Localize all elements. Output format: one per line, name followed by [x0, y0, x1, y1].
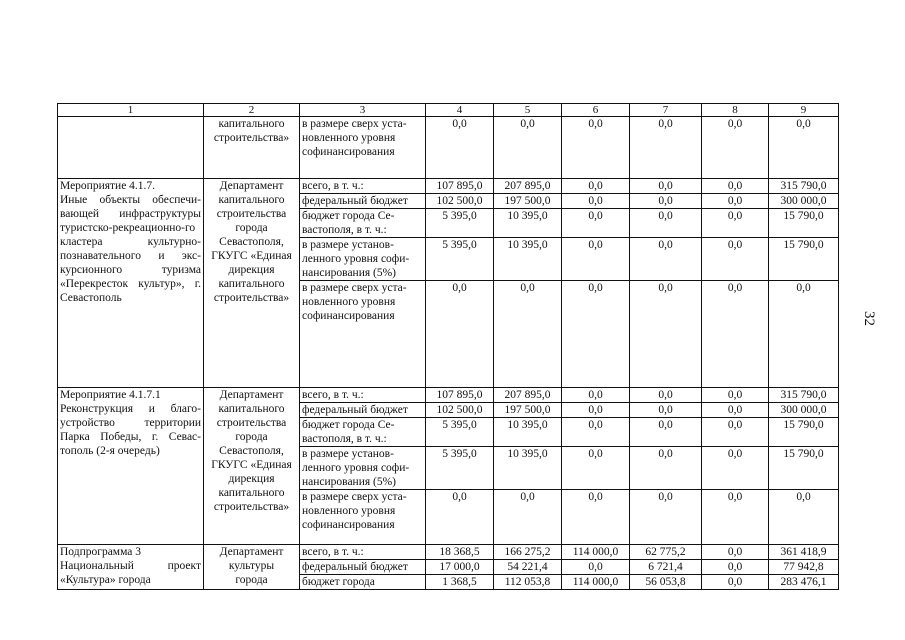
value-cell: 0,0 — [562, 179, 630, 194]
funding-source-cell: всего, в т. ч.: — [300, 388, 426, 403]
measure-name: Мероприятие 4.1.7. Иные объекты обеспечи-вающей инфраструктуры туристско-рекреационно-го кластера культурно-познавательного и экс-курсионного туризма «Перекресток культур», г. Севастополь — [60, 180, 201, 304]
value-cell: 0,0 — [702, 194, 769, 209]
value-cell: 5 395,0 — [426, 447, 494, 490]
executor-name: Департамент капитального строительства города Севастополя, ГКУГС «Единая дирекция капитального строительства» — [211, 389, 292, 513]
funding-source-cell: в размере сверх уста-новленного уровня софинансирования — [300, 490, 426, 545]
budget-table — [57, 103, 839, 590]
funding-source-cell: всего, в т. ч.: — [300, 545, 426, 560]
value-cell: 17 000,0 — [426, 560, 494, 575]
value-cell: 0,0 — [702, 575, 769, 590]
value-cell: 315 790,0 — [769, 388, 839, 403]
value-cell: 77 942,8 — [769, 560, 839, 575]
funding-source-cell: в размере сверх уста-новленного уровня софинансирования — [300, 117, 426, 179]
executor-cell — [204, 388, 300, 545]
measure-name-cell — [58, 388, 204, 545]
value-cell: 15 790,0 — [769, 209, 839, 238]
value-cell: 15 790,0 — [769, 447, 839, 490]
value-cell: 0,0 — [630, 490, 702, 545]
value-cell: 0,0 — [769, 281, 839, 388]
funding-source-cell: федеральный бюджет — [300, 403, 426, 418]
executor-cell — [204, 117, 300, 179]
value-cell: 0,0 — [702, 403, 769, 418]
executor-name: Департамент культуры города — [219, 546, 284, 586]
value-cell: 0,0 — [630, 117, 702, 179]
value-cell: 0,0 — [426, 281, 494, 388]
value-cell: 197 500,0 — [494, 194, 562, 209]
executor-name: капитального строительства» — [213, 118, 290, 144]
value-cell: 112 053,8 — [494, 575, 562, 590]
value-cell: 197 500,0 — [494, 403, 562, 418]
header-cell: 9 — [769, 104, 839, 117]
value-cell: 0,0 — [426, 117, 494, 179]
value-cell: 0,0 — [562, 447, 630, 490]
value-cell: 0,0 — [630, 179, 702, 194]
value-cell: 0,0 — [630, 281, 702, 388]
value-cell: 0,0 — [702, 418, 769, 447]
value-cell: 0,0 — [702, 281, 769, 388]
header-cell: 7 — [630, 104, 702, 117]
value-cell: 0,0 — [562, 209, 630, 238]
funding-source-cell: федеральный бюджет — [300, 560, 426, 575]
executor-cell — [204, 545, 300, 590]
page-number: 32 — [861, 311, 877, 326]
value-cell: 102 500,0 — [426, 194, 494, 209]
funding-source-cell: федеральный бюджет — [300, 194, 426, 209]
value-cell: 10 395,0 — [494, 418, 562, 447]
value-cell: 283 476,1 — [769, 575, 839, 590]
value-cell: 102 500,0 — [426, 403, 494, 418]
table-row — [58, 179, 839, 194]
value-cell: 0,0 — [702, 179, 769, 194]
value-cell: 0,0 — [702, 447, 769, 490]
funding-source-cell: бюджет города Се-вастополя, в т. ч.: — [300, 418, 426, 447]
value-cell: 0,0 — [562, 403, 630, 418]
value-cell: 5 395,0 — [426, 238, 494, 281]
value-cell: 114 000,0 — [562, 545, 630, 560]
value-cell: 10 395,0 — [494, 238, 562, 281]
value-cell: 15 790,0 — [769, 418, 839, 447]
value-cell: 0,0 — [562, 117, 630, 179]
header-cell: 4 — [426, 104, 494, 117]
value-cell: 207 895,0 — [494, 179, 562, 194]
value-cell: 300 000,0 — [769, 403, 839, 418]
value-cell: 0,0 — [494, 281, 562, 388]
value-cell: 18 368,5 — [426, 545, 494, 560]
value-cell: 56 053,8 — [630, 575, 702, 590]
value-cell: 300 000,0 — [769, 194, 839, 209]
value-cell: 0,0 — [562, 194, 630, 209]
value-cell: 0,0 — [702, 560, 769, 575]
value-cell: 10 395,0 — [494, 209, 562, 238]
value-cell: 0,0 — [702, 490, 769, 545]
measure-name: Мероприятие 4.1.7.1 Реконструкция и благо-устройство территории Парка Победы, г. Севас-тополь (2-я очередь) — [60, 389, 201, 457]
funding-source-cell: бюджет города — [300, 575, 426, 590]
value-cell: 315 790,0 — [769, 179, 839, 194]
value-cell: 0,0 — [630, 194, 702, 209]
table-row — [58, 388, 839, 403]
value-cell: 0,0 — [630, 388, 702, 403]
value-cell: 0,0 — [562, 238, 630, 281]
funding-source-cell: в размере сверх уста-новленного уровня софинансирования — [300, 281, 426, 388]
value-cell: 10 395,0 — [494, 447, 562, 490]
value-cell: 0,0 — [494, 117, 562, 179]
header-cell: 3 — [300, 104, 426, 117]
value-cell: 166 275,2 — [494, 545, 562, 560]
value-cell: 5 395,0 — [426, 418, 494, 447]
value-cell: 0,0 — [426, 490, 494, 545]
value-cell: 0,0 — [702, 117, 769, 179]
header-cell: 2 — [204, 104, 300, 117]
value-cell: 54 221,4 — [494, 560, 562, 575]
table-body — [58, 104, 839, 590]
value-cell: 0,0 — [769, 490, 839, 545]
value-cell: 0,0 — [562, 490, 630, 545]
header-cell: 6 — [562, 104, 630, 117]
table-row — [58, 117, 839, 179]
value-cell: 107 895,0 — [426, 388, 494, 403]
value-cell: 5 395,0 — [426, 209, 494, 238]
measure-name-cell — [58, 179, 204, 388]
funding-source-cell: бюджет города Се-вастополя, в т. ч.: — [300, 209, 426, 238]
value-cell: 62 775,2 — [630, 545, 702, 560]
value-cell: 0,0 — [562, 281, 630, 388]
funding-source-cell: в размере установ-ленного уровня софи-нансирования (5%) — [300, 447, 426, 490]
executor-cell — [204, 179, 300, 388]
value-cell: 107 895,0 — [426, 179, 494, 194]
value-cell: 0,0 — [630, 209, 702, 238]
header-cell: 5 — [494, 104, 562, 117]
value-cell: 361 418,9 — [769, 545, 839, 560]
funding-source-cell: в размере установ-ленного уровня софи-нансирования (5%) — [300, 238, 426, 281]
value-cell: 0,0 — [494, 490, 562, 545]
header-row — [58, 104, 839, 117]
header-cell: 1 — [58, 104, 204, 117]
measure-name-cell — [58, 117, 204, 179]
executor-name: Департамент капитального строительства города Севастополя, ГКУГС «Единая дирекция капитального строительства» — [211, 180, 292, 304]
measure-name-cell — [58, 545, 204, 590]
value-cell: 0,0 — [562, 560, 630, 575]
value-cell: 1 368,5 — [426, 575, 494, 590]
value-cell: 207 895,0 — [494, 388, 562, 403]
value-cell: 0,0 — [702, 238, 769, 281]
measure-name: Подпрограмма 3 Национальный проект «Культура» города — [60, 546, 201, 586]
value-cell: 0,0 — [562, 388, 630, 403]
value-cell: 0,0 — [769, 117, 839, 179]
value-cell: 6 721,4 — [630, 560, 702, 575]
value-cell: 0,0 — [702, 388, 769, 403]
value-cell: 0,0 — [702, 545, 769, 560]
value-cell: 0,0 — [562, 418, 630, 447]
header-cell: 8 — [702, 104, 769, 117]
value-cell: 0,0 — [630, 238, 702, 281]
funding-source-cell: всего, в т. ч.: — [300, 179, 426, 194]
value-cell: 0,0 — [630, 418, 702, 447]
value-cell: 0,0 — [630, 403, 702, 418]
value-cell: 0,0 — [702, 209, 769, 238]
table-row — [58, 545, 839, 560]
value-cell: 114 000,0 — [562, 575, 630, 590]
value-cell: 0,0 — [630, 447, 702, 490]
value-cell: 15 790,0 — [769, 238, 839, 281]
